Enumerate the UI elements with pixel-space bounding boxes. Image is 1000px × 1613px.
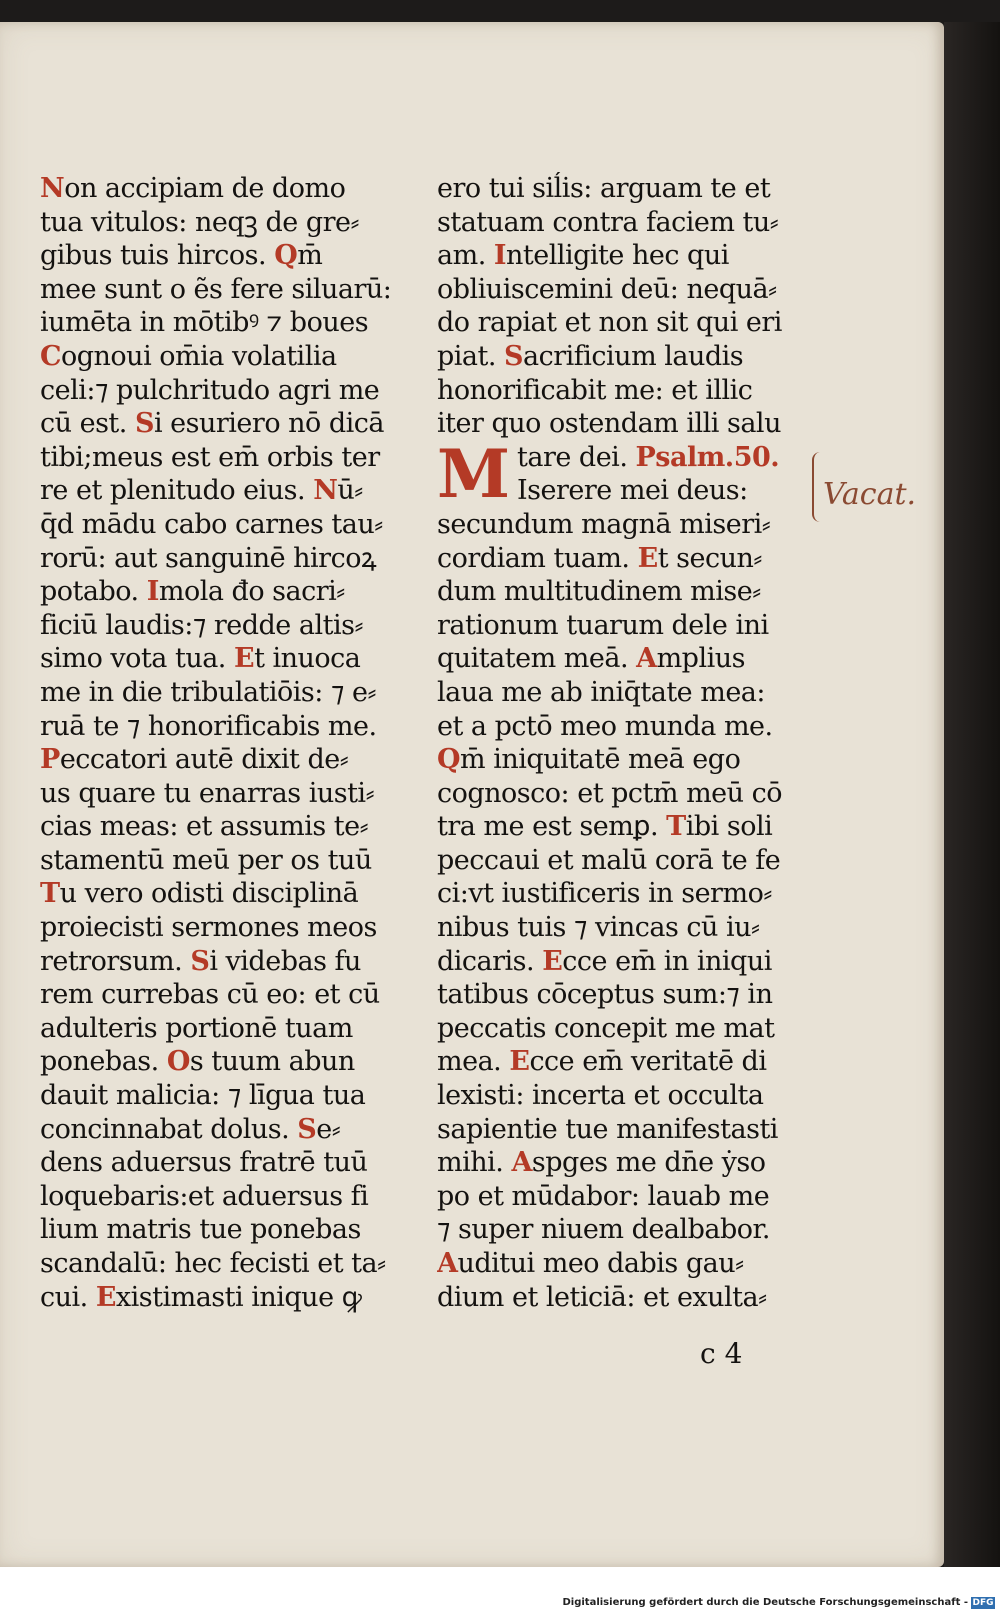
line-text: cū est.: [40, 408, 135, 440]
book-page: [0, 22, 944, 1567]
rubric-initial: S: [190, 945, 210, 977]
rubric-initial: S: [134, 408, 154, 440]
rubric-initial: Psalm.50.: [635, 441, 780, 473]
text-line: [437, 542, 807, 576]
line-text: stamentū meū per os tuū: [40, 844, 372, 876]
line-text: mola đo sacri⸗: [158, 576, 345, 608]
line-text: mee sunt o ẽs fere siluarū:: [40, 273, 392, 305]
text-line: [437, 306, 807, 340]
line-text: Iserere mei deus:: [517, 475, 748, 507]
line-text: rorū: aut sanguinē hircoꝝ: [40, 542, 377, 574]
line-text: mihi.: [437, 1147, 512, 1179]
rubric-initial: Q: [437, 744, 461, 776]
line-text: dum multitudinem mise⸗: [437, 576, 761, 608]
text-line: [40, 877, 410, 911]
line-text: peccatis concepit me mat: [437, 1012, 775, 1044]
rubric-initial: E: [233, 643, 255, 675]
rubric-initial: C: [40, 340, 61, 372]
text-line: [40, 474, 410, 508]
text-line: [437, 239, 807, 273]
line-text: xistimasti inique ꝙ: [115, 1281, 362, 1313]
text-line: [437, 945, 807, 979]
text-line: [40, 172, 410, 206]
line-text: concinnabat dolus.: [40, 1113, 298, 1145]
line-text: dauit malicia: ⁊ līgua tua: [40, 1080, 366, 1112]
line-text: acrificium laudis: [523, 340, 744, 372]
rubric-initial: O: [166, 1046, 190, 1078]
line-text: lexisti: incerta et occulta: [437, 1080, 764, 1112]
line-text: us quare tu enarras iusti⸗: [40, 777, 375, 809]
line-text: nibus tuis ⁊ vincas cū iu⸗: [437, 912, 760, 944]
left-text-column: [40, 172, 410, 1314]
text-line: [437, 273, 807, 307]
rubric-initial: S: [297, 1113, 317, 1145]
line-text: me in die tribulatiōis: ⁊ e⸗: [40, 676, 376, 708]
text-line: [437, 844, 807, 878]
text-line: [437, 340, 807, 374]
text-line: [40, 239, 410, 273]
rubric-initial: I: [146, 576, 159, 608]
text-line: [437, 777, 807, 811]
line-text: piat.: [437, 340, 505, 372]
line-text: mea.: [437, 1046, 510, 1078]
text-line: [437, 911, 807, 945]
line-text: ero tui siĺis: arguam te et: [437, 173, 771, 204]
line-text: simo vota tua.: [40, 643, 234, 675]
text-line: [40, 1213, 410, 1247]
rubric-initial: Q: [274, 240, 298, 272]
line-text: ruā te ⁊ honorificabis me.: [40, 710, 377, 742]
text-line: [40, 1045, 410, 1079]
line-text: tatibus cōceptus sum:⁊ in: [437, 979, 773, 1011]
text-line: [437, 374, 807, 408]
text-line: [437, 743, 807, 777]
text-line: [40, 340, 410, 374]
text-line: [40, 810, 410, 844]
text-line: [437, 1012, 807, 1046]
line-text: cce em̄ veritatē di: [529, 1046, 767, 1078]
line-text: dicaris.: [437, 945, 543, 977]
rubric-initial: T: [40, 878, 60, 910]
text-line: [40, 777, 410, 811]
text-line: [40, 306, 410, 340]
text-line: [437, 877, 807, 911]
line-text: am.: [437, 240, 494, 272]
text-line: [40, 374, 410, 408]
text-line: [40, 844, 410, 878]
line-text: tra me est semꝑ.: [437, 811, 667, 843]
drop-capital: M: [437, 434, 510, 513]
text-line: [437, 978, 807, 1012]
text-line: [437, 642, 807, 676]
line-text: i videbas fu: [209, 945, 361, 977]
line-text: cias meas: et assumis te⸗: [40, 811, 369, 843]
line-text: tibi;meus est em̄ orbis ter: [40, 441, 380, 473]
line-text: m̄ iniquitatē meā ego: [460, 744, 741, 776]
line-text: eccatori autē dixit de⸗: [59, 744, 349, 776]
rubric-initial: S: [504, 340, 524, 372]
line-text: do rapiat et non sit qui eri: [437, 307, 782, 339]
text-line: [40, 1281, 410, 1315]
line-text: dium et leticiā: et exulta⸗: [437, 1281, 767, 1313]
line-text: ci:vt iustificeris in sermo⸗: [437, 878, 772, 910]
line-text: honorificabit me: et illic: [437, 374, 753, 406]
line-text: obliuiscemini deū: nequā⸗: [437, 273, 777, 305]
text-line: [437, 1180, 807, 1214]
line-text: iter quo ostendam illi salu: [437, 408, 781, 440]
rubric-initial: A: [437, 1248, 458, 1279]
text-line: [40, 1180, 410, 1214]
line-text: cognosco: et pctm̄ meū cō: [437, 777, 782, 809]
text-line: [40, 911, 410, 945]
text-line: [40, 1113, 410, 1147]
text-line: [437, 710, 807, 744]
line-text: on accipiam de domo: [64, 173, 346, 204]
text-line: [437, 1247, 807, 1281]
line-text: t inuoca: [254, 643, 361, 675]
text-line: [40, 642, 410, 676]
line-text: spges me dn̄e ẏso: [531, 1147, 766, 1179]
line-text: ⁊ super niuem dealbabor.: [437, 1214, 771, 1246]
rubric-initial: A: [636, 643, 657, 675]
line-text: ntelligite hec qui: [506, 240, 729, 272]
line-text: sapientie tue manifestasti: [437, 1113, 778, 1145]
line-text: mplius: [656, 643, 745, 675]
line-text: q̄d mādu cabo carnes tau⸗: [40, 508, 383, 540]
line-text: statuam contra faciem tu⸗: [437, 206, 779, 238]
line-text: po et mūdabor: lauab me: [437, 1180, 770, 1212]
line-text: cui.: [40, 1281, 96, 1313]
line-text: lium matris tue ponebas: [40, 1214, 361, 1246]
line-text: tua vitulos: neqꝫ de gre⸗: [40, 206, 360, 238]
line-text: et a pctō meo munda me.: [437, 710, 773, 742]
text-line: [40, 441, 410, 475]
text-line: [40, 609, 410, 643]
rubric-initial: E: [542, 945, 563, 977]
text-line: [40, 1146, 410, 1180]
text-line: [40, 508, 410, 542]
rubric-initial: I: [493, 240, 507, 272]
line-text: celi:⁊ pulchritudo agri me: [40, 374, 380, 406]
text-line: [40, 407, 410, 441]
text-line: [40, 542, 410, 576]
text-line: [437, 1079, 807, 1113]
text-line: [437, 575, 807, 609]
line-text: retrorsum.: [40, 945, 191, 977]
line-text: loquebaris:et aduersus fi: [40, 1180, 369, 1212]
text-line: [40, 1247, 410, 1281]
line-text: ponebas.: [40, 1046, 167, 1078]
line-text: potabo.: [40, 576, 147, 608]
text-line: [40, 1012, 410, 1046]
text-line: [437, 206, 807, 240]
line-text: rationum tuarum dele ini: [437, 609, 769, 641]
line-text: cce em̄ in iniqui: [562, 945, 772, 977]
text-line: [437, 1113, 807, 1147]
line-text: e⸗: [316, 1113, 341, 1145]
line-text: m̄: [297, 240, 323, 272]
text-line: [40, 676, 410, 710]
line-text: ficiū laudis:⁊ redde altis⸗: [40, 609, 363, 641]
rubric-initial: T: [666, 811, 686, 843]
text-line: [437, 172, 807, 206]
text-line: [40, 978, 410, 1012]
line-text: rem currebas cū eo: et cū: [40, 979, 380, 1011]
line-text: ibi soli: [685, 811, 773, 843]
line-text: ū⸗: [337, 475, 363, 507]
rubric-initial: E: [509, 1046, 530, 1078]
text-line: [40, 206, 410, 240]
line-text: adulteris portionē tuam: [40, 1012, 353, 1044]
line-text: scandalū: hec fecisti et ta⸗: [40, 1248, 386, 1279]
text-line: [437, 609, 807, 643]
line-text: peccaui et malū corā te fe: [437, 844, 781, 876]
footer-bar: [0, 1567, 1000, 1613]
line-text: laua me ab iniq̄tate mea:: [437, 676, 766, 708]
text-line: [40, 710, 410, 744]
dfg-logo-icon: DFG: [972, 1598, 994, 1608]
line-text: proiecisti sermones meos: [40, 912, 377, 944]
signature-mark: c 4: [700, 1337, 743, 1370]
right-text-column: [437, 172, 807, 1314]
rubric-initial: N: [40, 173, 65, 204]
line-text: secundum magnā miseri⸗: [437, 508, 771, 540]
line-text: s tuum abun: [189, 1046, 355, 1078]
line-text: quitatem meā.: [437, 643, 637, 675]
text-line: [437, 676, 807, 710]
text-line: [40, 1079, 410, 1113]
rubric-initial: N: [313, 475, 338, 507]
line-text: uditui meo dabis gau⸗: [457, 1248, 744, 1279]
text-line: [437, 1146, 807, 1180]
line-text: ognoui om̄ia volatilia: [61, 340, 337, 372]
rubric-initial: E: [637, 542, 658, 574]
text-line: [40, 945, 410, 979]
text-line: [40, 743, 410, 777]
rubric-initial: A: [511, 1147, 532, 1179]
text-line: [437, 1045, 807, 1079]
line-text: re et plenitudo eius.: [40, 475, 314, 507]
text-line: [437, 508, 807, 542]
line-text: dens aduersus fratrē tuū: [40, 1147, 368, 1179]
margin-annotation: Vacat.: [823, 477, 917, 512]
line-text: cordiam tuam.: [437, 542, 638, 574]
rubric-initial: P: [40, 744, 60, 776]
rubric-initial: E: [95, 1281, 116, 1313]
book-edge: [944, 22, 1000, 1567]
line-text: u vero odisti disciplinā: [59, 878, 359, 910]
text-line: [437, 810, 807, 844]
line-text: iumēta in mōtibꝰ ⁊ boues: [40, 307, 369, 339]
line-text: gibus tuis hircos.: [40, 240, 275, 272]
text-line: [437, 1213, 807, 1247]
line-text: t secun⸗: [657, 542, 762, 574]
footer-credit: Digitalisierung gefördert durch die Deutsche Forschungsgemeinschaft -: [562, 1597, 968, 1608]
text-line: [40, 273, 410, 307]
line-text: i esuriero nō dicā: [153, 408, 385, 440]
text-line: [40, 575, 410, 609]
line-text: tare dei.: [517, 441, 636, 473]
text-line: [437, 1281, 807, 1315]
